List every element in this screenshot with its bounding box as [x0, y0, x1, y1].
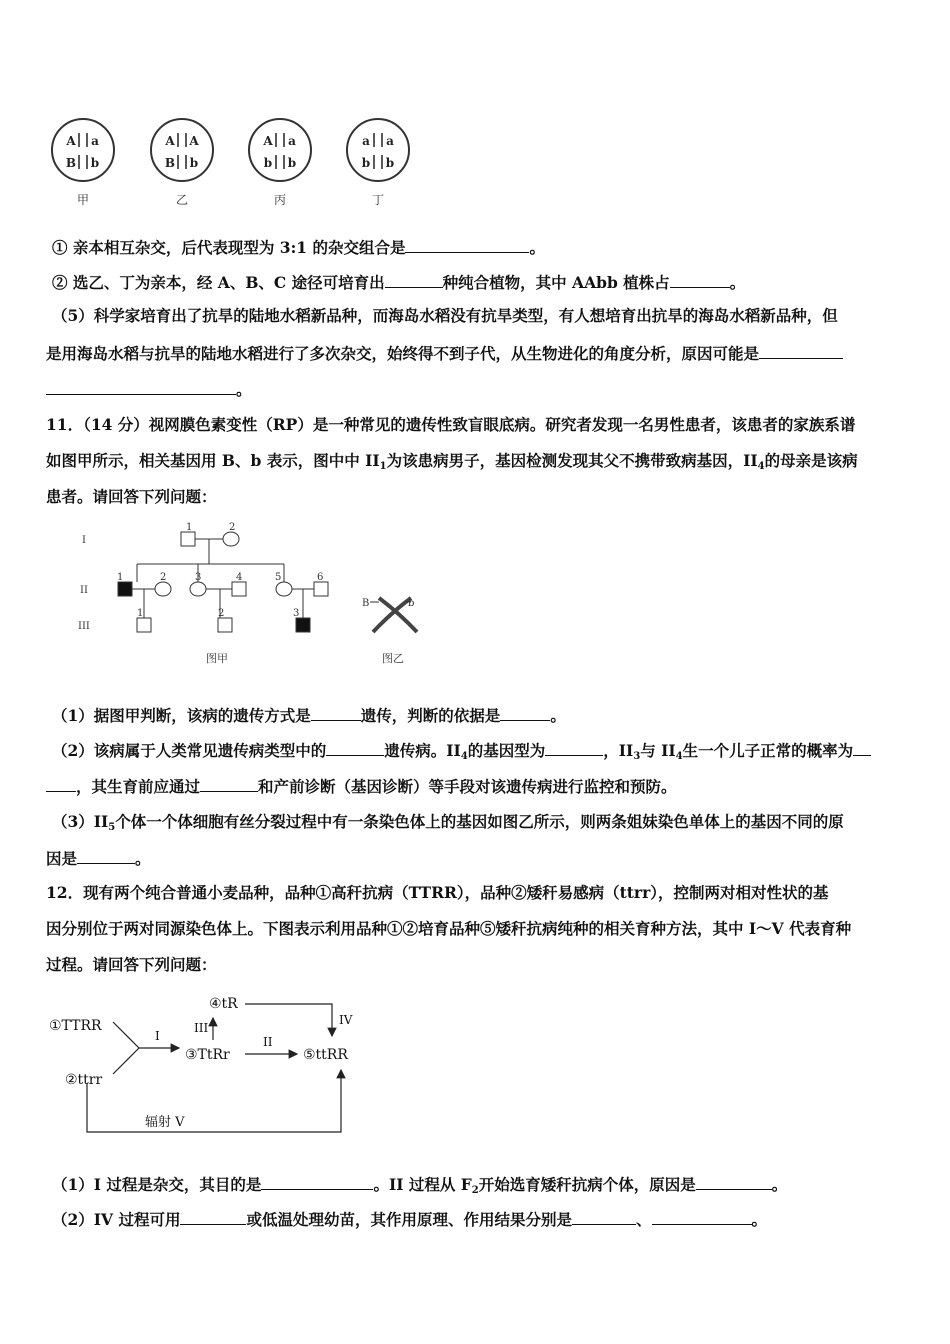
- individual-number: 2: [218, 608, 225, 619]
- figure-caption: 图乙: [382, 652, 404, 665]
- allele-label: a: [288, 134, 296, 148]
- answer-blank[interactable]: [261, 1173, 373, 1190]
- variety-label: ①TTRR: [49, 1018, 102, 1034]
- variety-label: ⑤ttRR: [303, 1047, 348, 1063]
- q11-s3-end: 。: [135, 849, 151, 868]
- allele-label: A: [189, 134, 199, 148]
- figure-caption: 图甲: [206, 652, 228, 665]
- q11-s1-text-b: 遗传，判断的依据是: [360, 706, 501, 725]
- allele-label: B: [65, 156, 77, 170]
- subscript: 4: [460, 751, 468, 762]
- allele-label: a: [91, 134, 99, 148]
- cell-circle: [347, 119, 409, 181]
- pedigree-female: [223, 532, 239, 546]
- q12-s2-text-b: 或低温处理幼苗，其作用原理、作用结果分别是: [246, 1210, 572, 1229]
- subscript: 1: [379, 461, 387, 472]
- q11-s2-text-c: 的基因型为: [467, 741, 546, 760]
- allele-label: A: [263, 134, 273, 148]
- gene-label: b: [408, 598, 415, 609]
- q10-text-2-end: 。: [729, 273, 746, 292]
- generation-label: I: [82, 535, 86, 546]
- individual-number: 4: [236, 572, 243, 583]
- q11-line-3: 患者。请回答下列问题：: [46, 487, 217, 506]
- subscript: 5: [108, 822, 116, 833]
- q12-line-2: 因分别位于两对同源染色体上。下图表示利用品种①②培育品种⑤矮秆抗病纯种的相关育种方法，其中 I～V 代表育种: [46, 919, 852, 938]
- answer-blank[interactable]: [46, 775, 76, 792]
- q11-sub-2-cont: [46, 775, 910, 798]
- allele-label: A: [66, 134, 76, 148]
- allele-label: b: [189, 156, 199, 170]
- individual-number: 2: [229, 522, 236, 533]
- individual-number: 3: [195, 572, 202, 583]
- subscript: 4: [675, 751, 683, 762]
- breeding-flow-figure: [45, 988, 375, 1138]
- chromatid: [373, 598, 411, 632]
- gene-label: B: [362, 598, 370, 609]
- q11-s2-text-f: 生一个儿子正常的概率为: [682, 741, 854, 760]
- q10-line-5: [46, 378, 910, 401]
- answer-blank[interactable]: [46, 378, 236, 395]
- q11-line-1: 11．（14 分）视网膜色素变性（RP）是一种常见的遗传性致盲眼底病。研究者发现一名男性患者，该患者的家族系谱: [46, 415, 856, 434]
- q11-sub-1: [52, 704, 916, 727]
- allele-label: b: [90, 156, 100, 170]
- q12-line-3: 过程。请回答下列问题：: [46, 955, 217, 974]
- arrow-V: [87, 1070, 341, 1132]
- individual-number: 1: [186, 522, 193, 533]
- process-label: IV: [339, 1013, 353, 1027]
- allele-label: b: [361, 156, 371, 170]
- q10-text-4: 是用海岛水稻与抗旱的陆地水稻进行了多次杂交，始终得不到子代，从生物进化的角度分析，原因可能是: [46, 344, 760, 363]
- allele-label: B: [164, 156, 176, 170]
- q12-sub-2: [52, 1208, 916, 1231]
- answer-blank[interactable]: [77, 847, 135, 864]
- answer-blank[interactable]: [200, 775, 258, 792]
- answer-blank[interactable]: [545, 739, 603, 756]
- pedigree-male: [181, 532, 195, 546]
- arrow-IV: [245, 1004, 332, 1036]
- answer-blank[interactable]: [853, 739, 871, 756]
- pedigree-female: [190, 582, 206, 596]
- cell-label: 甲: [76, 193, 90, 207]
- cell-label: 丁: [371, 193, 385, 207]
- answer-blank[interactable]: [405, 236, 529, 253]
- q11-sub-3-cont: [46, 847, 910, 870]
- q11-s3-text-b: 个体一个体细胞有丝分裂过程中有一条染色体上的基因如图乙所示，则两条姐妹染色单体上的基因不同的原: [115, 812, 844, 831]
- q10-text-2a: ② 选乙、丁为亲本，经 A、B、C 途径可培育出: [52, 273, 385, 292]
- pedigree-male: [137, 618, 151, 632]
- pedigree-male-affected: [296, 618, 310, 632]
- q10-line-2: [52, 271, 916, 294]
- q12-s2-text-c: 、: [635, 1210, 652, 1229]
- generation-label: II: [80, 585, 88, 596]
- individual-number: 5: [275, 572, 282, 583]
- allele-label: a: [362, 134, 370, 148]
- q11-sub-2: [52, 739, 916, 762]
- answer-blank[interactable]: [652, 1208, 752, 1225]
- subscript: 2: [471, 1185, 479, 1196]
- subscript: 3: [633, 751, 641, 762]
- answer-blank[interactable]: [670, 271, 730, 288]
- allele-label: b: [287, 156, 297, 170]
- allele-label: A: [165, 134, 175, 148]
- q11-s2-text-h: 和产前诊断（基因诊断）等手段对该遗传病进行监控和预防。: [258, 777, 677, 796]
- q12-s2-end: 。: [751, 1210, 768, 1229]
- q10-line-4: [46, 342, 910, 365]
- answer-blank[interactable]: [180, 1208, 246, 1225]
- q11-s2-text-g: ，其生育前应通过: [76, 777, 201, 796]
- variety-label: ②ttrr: [65, 1072, 103, 1088]
- q11-text-2a: 如图甲所示，相关基因用 B、b 表示，图中中 II: [46, 451, 380, 470]
- process-label: III: [194, 1021, 209, 1035]
- q11-line-2: [46, 450, 910, 472]
- q12-sub-1: [52, 1173, 916, 1196]
- individual-number: 3: [293, 608, 300, 619]
- q12-line-1: 12．现有两个纯合普通小麦品种，品种①高秆抗病（TTRR），品种②矮秆易感病（ttrr），控制两对相对性状的基: [46, 883, 829, 902]
- variety-label: ③TtRr: [185, 1047, 230, 1063]
- q12-s1-text-c: 开始选育矮秆抗病个体，原因是: [478, 1175, 696, 1194]
- pedigree-male-affected: [118, 582, 132, 596]
- pedigree-male: [314, 582, 328, 596]
- answer-blank[interactable]: [696, 1173, 772, 1190]
- answer-blank[interactable]: [500, 704, 550, 721]
- pedigree-female: [276, 582, 292, 596]
- q10-line-1: [52, 236, 916, 259]
- answer-blank[interactable]: [572, 1208, 636, 1225]
- q10-text-2b: 种纯合植物，其中 AAbb 植株占: [442, 273, 670, 292]
- answer-blank[interactable]: [326, 739, 384, 756]
- q12-s1-text-b: 。II 过程从 F: [373, 1175, 472, 1194]
- q10-text-1: ① 亲本相互杂交，后代表现型为 3:1 的杂交组合是: [52, 238, 406, 257]
- subscript: 4: [757, 461, 765, 472]
- answer-blank[interactable]: [385, 271, 443, 288]
- q11-s1-end: 。: [550, 706, 566, 725]
- q11-s1-text-a: （1）据图甲判断，该病的遗传方式是: [52, 706, 311, 725]
- individual-number: 1: [137, 608, 144, 619]
- cell-circle: [249, 119, 311, 181]
- individual-number: 6: [317, 572, 324, 583]
- cell-diagram-figure: [50, 112, 430, 212]
- cross-line: [113, 1048, 139, 1074]
- q10-text-1-end: 。: [529, 238, 545, 257]
- q11-text-2b: 为该患病男子，基因检测发现其父不携带致病基因，II: [386, 451, 758, 470]
- q11-s2-text-d: ，II: [603, 741, 634, 760]
- pedigree-figure: [70, 520, 430, 670]
- cell-label: 乙: [175, 193, 189, 207]
- q10-line-3: （5）科学家培育出了抗旱的陆地水稻新品种，而海岛水稻没有抗旱类型，有人想培育出抗旱的海岛水稻新品种，但: [52, 306, 838, 325]
- q11-s2-text-a: （2）该病属于人类常见遗传病类型中的: [52, 741, 327, 760]
- generation-label: III: [78, 621, 90, 632]
- individual-number: 1: [117, 572, 124, 583]
- q11-s2-text-e: 与 II: [640, 741, 676, 760]
- answer-blank[interactable]: [311, 704, 361, 721]
- q11-s2-text-b: 遗传病。II: [384, 741, 461, 760]
- pedigree-male: [232, 582, 246, 596]
- individual-number: 2: [160, 572, 167, 583]
- process-label: II: [263, 1035, 273, 1049]
- allele-label: b: [385, 156, 395, 170]
- process-label: 辐射 V: [145, 1115, 185, 1130]
- q10-text-5-end: 。: [236, 380, 252, 399]
- pedigree-female: [155, 582, 171, 596]
- answer-blank[interactable]: [759, 342, 843, 359]
- q12-s1-end: 。: [771, 1175, 788, 1194]
- allele-label: b: [263, 156, 273, 170]
- allele-label: a: [386, 134, 394, 148]
- pedigree-male: [218, 618, 232, 632]
- q12-s1-text-a: （1）I 过程是杂交，其目的是: [52, 1175, 262, 1194]
- q11-s3-text-a: （3）II: [52, 812, 109, 831]
- process-label: I: [155, 1029, 160, 1043]
- q11-text-2c: 的母亲是该病: [764, 451, 858, 470]
- cell-circle: [151, 119, 213, 181]
- q12-s2-text-a: （2）IV 过程可用: [52, 1210, 181, 1229]
- cross-line: [113, 1022, 139, 1048]
- variety-label: ④tR: [209, 996, 238, 1012]
- cell-circle: [52, 119, 114, 181]
- cell-label: 丙: [273, 193, 287, 207]
- q11-sub-3: [52, 811, 916, 833]
- q11-s3-text-c: 因是: [46, 849, 78, 868]
